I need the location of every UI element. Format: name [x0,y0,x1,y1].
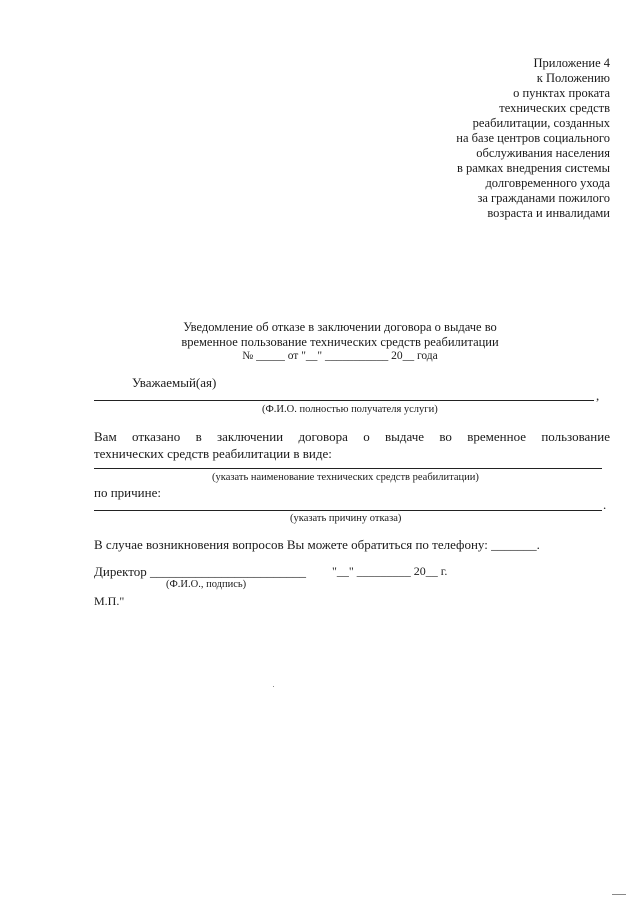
greeting: Уважаемый(ая) [132,375,217,390]
refusal-word: заключении [217,429,284,444]
appendix-line: реабилитации, созданных [472,116,610,130]
refusal-word: временное [467,429,526,444]
appendix-line: обслуживания населения [476,146,610,160]
refusal-line-1 [94,429,610,445]
appendix-line: технических средств [499,101,610,115]
contact-text: В случае возникновения вопросов Вы можете обратиться по телефону: _______. [94,537,540,552]
appendix-line: на базе центров социального [456,131,610,145]
refusal-word: о [363,429,370,444]
reason-line-end: . [603,497,607,512]
refusal-word: в [195,429,202,444]
recipient-fill-line [94,400,594,401]
refusal-line-2: технических средств реабилитации в виде: [94,446,332,461]
signature-date: "__" _________ 20__ г. [332,564,448,578]
refusal-fill-line [94,468,602,469]
reason-caption: (указать причину отказа) [290,513,402,524]
refusal-word: выдаче [385,429,425,444]
appendix-line: долговременного ухода [485,176,610,190]
appendix-line: за гражданами пожилого [477,191,610,205]
refusal-word: отказано [131,429,181,444]
appendix-line: о пунктах проката [513,86,610,100]
stamp-mark: М.П." [94,594,125,608]
heading-line-1: Уведомление об отказе в заключении договора о выдаче во [183,320,497,334]
appendix-line: в рамках внедрения системы [456,161,610,175]
refusal-word: Вам [94,429,117,444]
reason-fill-line [94,510,602,511]
notice-heading [140,320,540,364]
signature-caption: (Ф.И.О., подпись) [166,579,247,590]
appendix-line: возраста и инвалидами [487,206,610,220]
heading-number-line: № _____ от "__" ___________ 20__ года [242,350,438,362]
heading-line-2: временное пользование технических средств реабилитации [181,334,499,349]
reason-label: по причине: [94,485,161,500]
appendix-line: к Положению [536,71,610,85]
director-line: Директор ________________________ [94,564,306,579]
recipient-caption: (Ф.И.О. полностью получателя услуги) [262,404,438,415]
recipient-line-end: , [596,388,600,403]
refusal-caption: (указать наименование технических средств реабилитации) [212,472,479,483]
scan-speck [273,686,274,687]
refusal-word: во [439,429,452,444]
refusal-word: договора [298,429,348,444]
appendix-block [456,56,610,221]
refusal-word: пользование [541,429,610,444]
appendix-line: Приложение 4 [533,56,610,70]
scan-speck [612,894,626,895]
